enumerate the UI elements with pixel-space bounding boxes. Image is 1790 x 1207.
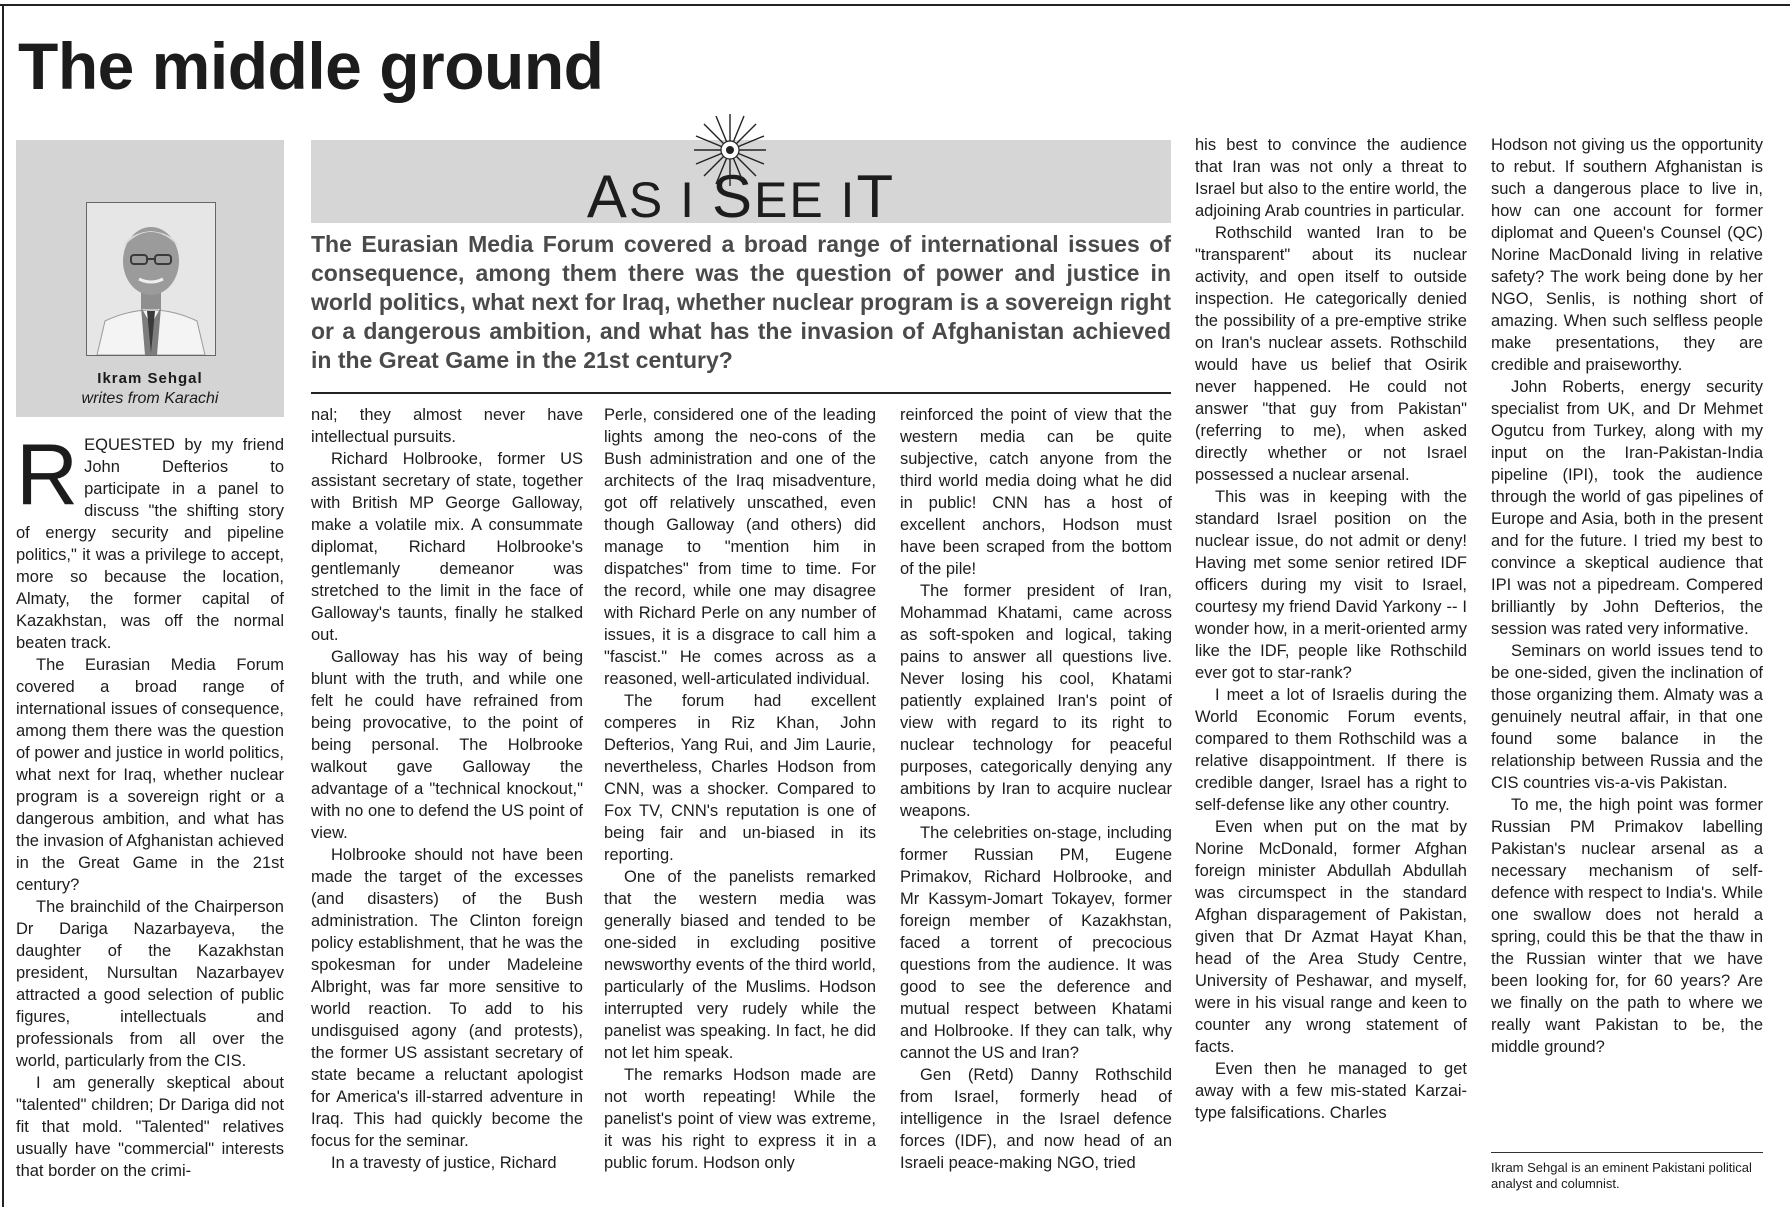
banner-cap-s: S bbox=[711, 163, 754, 230]
paragraph: Richard Holbrooke, former US assistant secretary of state, together with British MP George Galloway, make a volatile mix. A consummate diplomat, Richard Holbrooke's gentlemanly demeanor was stretched to the limit in the face of Galloway's taunts, finally he stalked out. bbox=[311, 450, 583, 644]
paragraph: Even then he managed to get away with a few mis-stated Karzai-type falsifications. Charles bbox=[1195, 1060, 1467, 1122]
banner-cap-t: T bbox=[856, 163, 896, 230]
left-rule bbox=[2, 4, 4, 1207]
banner-cap-a: A bbox=[586, 163, 629, 230]
column-1 bbox=[16, 427, 284, 1182]
paragraph: The celebrities on-stage, including former Russian PM, Eugene Primakov, Richard Holbrooke, and Mr Kassym-Jomart Tokayev, former foreign member of Kazakhstan, faced a torrent of precocious questions from the audience. It was good to see the deference and mutual respect between Khatami and Holbrooke. If they can talk, why cannot the US and Iran? bbox=[900, 824, 1172, 1062]
paragraph: Galloway has his way of being blunt with the truth, and while one felt he could have refrained from being provocative, to the point of being personal. The Holbrooke walkout gave Galloway the advantage of a "technical knockout," with no one to defend the US point of view. bbox=[311, 648, 583, 842]
column-5 bbox=[1195, 134, 1467, 1124]
paragraph: John Roberts, energy security specialist from UK, and Dr Mehmet Ogutcu from Turkey, along with my input on the Iran-Pakistan-India pipeline (IPI), took the audience through the world of gas pipelines of Europe and Asia, both in the present and for the future. I tried my best to convince a skeptical audience that IPI was not a pipedream. Compered brilliantly by John Defterios, the session was rated very informative. bbox=[1491, 378, 1763, 638]
starburst-icon bbox=[692, 112, 768, 188]
paragraph: I am generally skeptical about "talented" children; Dr Dariga did not fit that mold. "Talented" relatives usually have "commercial" interests that border on the crimi- bbox=[16, 1074, 284, 1180]
paragraph: In a travesty of justice, Richard bbox=[331, 1154, 557, 1172]
column-4 bbox=[900, 404, 1172, 1174]
paragraph bbox=[16, 427, 284, 654]
paragraph: Seminars on world issues tend to be one-sided, given the inclination of those organizing them. Almaty was a genuinely neutral affair, in that one found some balance in the relationship between Russia and the CIS countries vis-a-vis Pakistan. bbox=[1491, 642, 1763, 792]
drop-cap: R bbox=[16, 427, 79, 523]
banner-s-i: S I bbox=[628, 172, 712, 228]
paragraph: One of the panelists remarked that the western media was generally biased and tended to be one-sided in excluding positive newsworthy events of the third world, particularly of the Muslims. Hodson interrupted very rudely while the panelist was speaking. In fact, he did not let him speak. bbox=[604, 868, 876, 1062]
top-rule bbox=[0, 4, 1790, 6]
author-photo bbox=[86, 202, 216, 356]
column-3 bbox=[604, 404, 876, 1174]
headline: The middle ground bbox=[18, 29, 604, 103]
paragraph: Even when put on the mat by Norine McDonald, former Afghan foreign minister Abdullah Abdullah was circumspect in the standard Afghan disparagement of Pakistan, given that Dr Azmat Hayat Khan, head of the Area Study Centre, University of Peshawar, and myself, were in his visual range and keen to counter any wrong statement of facts. bbox=[1195, 818, 1467, 1056]
paragraph: To me, the high point was former Russian PM Primakov labelling Pakistan's nuclear arsenal as a necessary mechanism of self-defence with respect to India's. While one swallow does not herald a spring, could this be that the thaw in the Russian winter that we have been looking for, for 60 years? Are we finally on the path to where we really want Pakistan to be, the middle ground? bbox=[1491, 796, 1763, 1056]
bio-rule bbox=[1491, 1152, 1763, 1153]
author-name: Ikram Sehgal bbox=[97, 370, 203, 387]
paragraph: his best to convince the audience that Iran was not only a threat to Israel but also to the entire world, the adjoining Arab countries in particular. bbox=[1195, 136, 1467, 220]
paragraph: I meet a lot of Israelis during the World Economic Forum events, compared to them Rothschild was a relative disappointment. If there is credible danger, Israel has a right to self-defense like any other country. bbox=[1195, 686, 1467, 814]
paragraph: reinforced the point of view that the western media can be quite subjective, catch anyone from the third world media doing what he did in public! CNN has a host of excellent anchors, Hodson must have been scraped from the bottom of the pile! bbox=[900, 406, 1172, 578]
banner-ee-i: EE I bbox=[753, 172, 857, 228]
standfirst: The Eurasian Media Forum covered a broad range of international issues of consequence, among them there was the question of power and justice in world politics, what next for Iraq, whether nuclear program is a sovereign right or a dangerous ambition, and what has the invasion of Afghanistan achieved in the Great Game in the 21st century? bbox=[311, 231, 1171, 373]
author-box bbox=[16, 140, 284, 417]
paragraph: Perle, considered one of the leading lights among the neo-cons of the Bush administration and one of the architects of the Iraq misadventure, got off relatively unscathed, even though Galloway (and others) did manage to "mention him in dispatches" from time to time. For the record, while one may disagree with Richard Perle on any number of issues, it is a disgrace to call him a "fascist." He comes across as a reasoned, well-articulated individual. bbox=[604, 406, 876, 688]
standfirst-rule bbox=[311, 392, 1171, 394]
paragraph: This was in keeping with the standard Israel position on the nuclear issue, do not admit or deny! Having met some senior retired IDF officers during my visit to Israel, courtesy my friend David Yarkony -- I wonder how, in a merit-oriented army like the IDF, people like Rothschild ever got to star-rank? bbox=[1195, 488, 1467, 682]
author-bio: Ikram Sehgal is an eminent Pakistani political analyst and columnist. bbox=[1491, 1160, 1752, 1191]
column-6 bbox=[1491, 134, 1763, 1058]
author-portrait-icon bbox=[87, 203, 215, 355]
paragraph: The brainchild of the Chairperson Dr Dariga Nazarbayeva, the daughter of the Kazakhstan president, Nursultan Nazarbayev attracted a good selection of public figures, intellectuals and professionals from all over the world, particularly from the CIS. bbox=[16, 898, 284, 1070]
paragraph: Holbrooke should not have been made the target of the excesses (and disasters) of the Bush administration. The Clinton foreign policy establishment, that he was the spokesman for under Madeleine Albright, was far more sensitive to world reaction. To add to his undisguised agony (and protests), the former US assistant secretary of state became a reluctant apologist for America's ill-starred adventure in Iraq. This had quickly become the focus for the seminar. bbox=[311, 846, 583, 1150]
paragraph: Gen (Retd) Danny Rothschild from Israel, formerly head of intelligence in the Israel defence forces (IDF), and now head of an Israeli peace-making NGO, tried bbox=[900, 1066, 1172, 1172]
paragraph: The former president of Iran, Mohammad Khatami, came across as soft-spoken and logical, taking pains to answer all questions live. Never losing his cool, Khatami patiently explained Iran's point of view with regard to its right to nuclear technology for peaceful purposes, categorically denying any ambitions by Iran to acquire nuclear weapons. bbox=[900, 582, 1172, 820]
paragraph: The remarks Hodson made are not worth repeating! While the panelist's point of view was extreme, it was his right to express it in a public forum. Hodson only bbox=[604, 1066, 876, 1172]
paragraph: Hodson not giving us the opportunity to rebut. If southern Afghanistan is such a dangerous place to live in, how can one account for former diplomat and Queen's Counsel (QC) Norine MacDonald living in relative safety? The work being done by her NGO, Senlis, is nothing short of amazing. When such selfless people make presentations, they are credible and praiseworthy. bbox=[1491, 136, 1763, 374]
paragraph: nal; they almost never have intellectual pursuits. bbox=[311, 406, 583, 446]
paragraph: Rothschild wanted Iran to be "transparent" about its nuclear activity, and open itself to outside inspection. He categorically denied the possibility of a pre-emptive strike on Iran's nuclear assets. Rothschild would have us belief that Osirik never happened. He could not answer "that guy from Pakistan" (referring to me), when asked directly whether or not Israel possessed a nuclear arsenal. bbox=[1195, 224, 1467, 484]
paragraph: The Eurasian Media Forum covered a broad range of international issues of consequence, among them there was the question of power and justice in world politics, what next for Iraq, whether nuclear program is a sovereign right or a dangerous ambition, and what has the invasion of Afghanistan achieved in the Great Game in the 21st century? bbox=[16, 656, 284, 894]
paragraph: The forum had excellent comperes in Riz Khan, John Defterios, Yang Rui, and Jim Laurie, nevertheless, Charles Hodson from CNN, was a shocker. Compared to Fox TV, CNN's reputation is one of being fair and un-biased in its reporting. bbox=[604, 692, 876, 864]
author-location: writes from Karachi bbox=[81, 390, 219, 407]
column-2 bbox=[311, 404, 583, 1174]
paragraph-text: EQUESTED by my friend John Defterios to participate in a panel to discuss "the shifting story of energy security and pipeline politics," it was a privilege to accept, more so because the location, Almaty, the former capital of Kazakhstan, was off the normal beaten track. bbox=[16, 436, 284, 652]
